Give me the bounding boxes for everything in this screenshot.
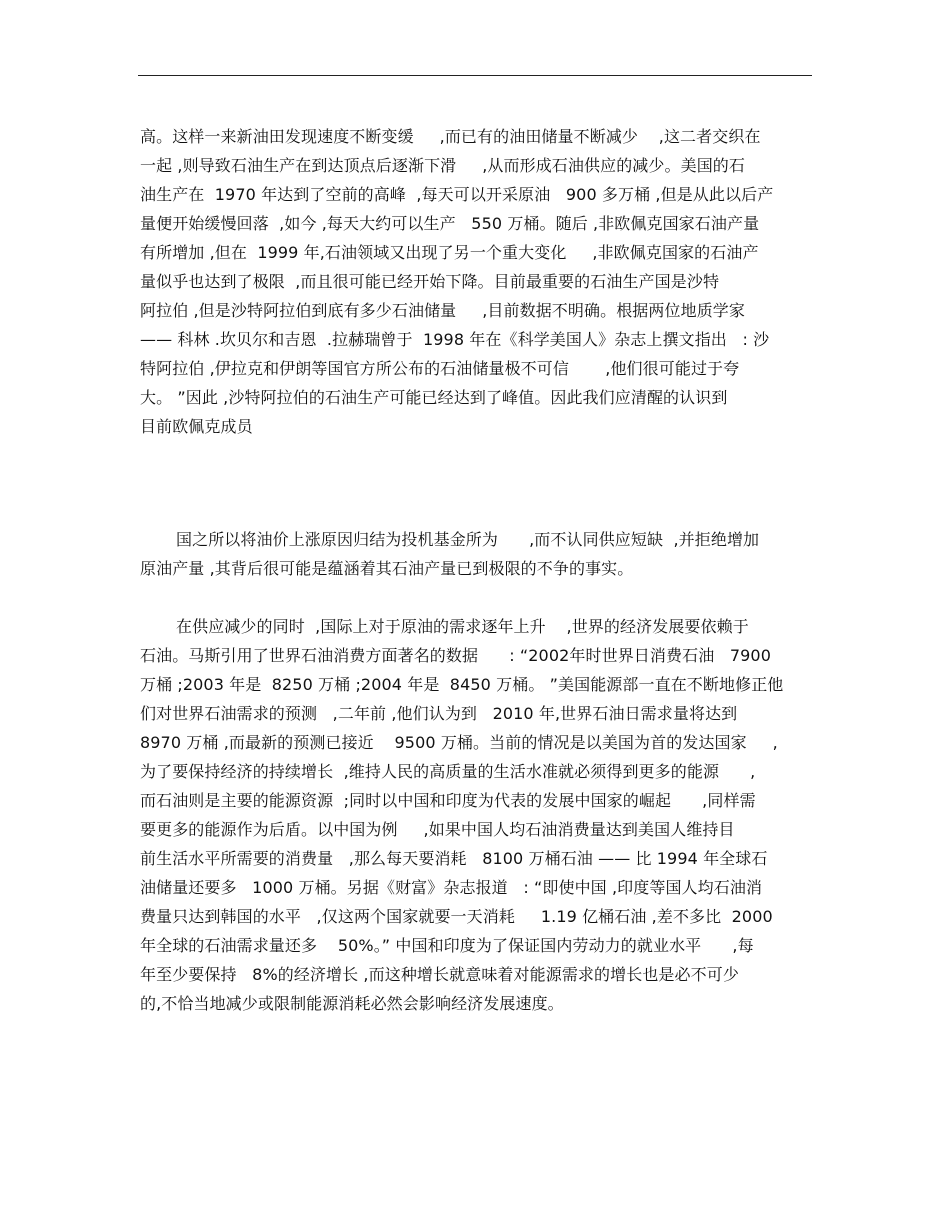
text-line: 年至少要保持 8%的经济增长 ,而这种增长就意味着对能源需求的增长也是必不可少 xyxy=(140,965,739,984)
text-line: 阿拉伯 ,但是沙特阿拉伯到底有多少石油储量 ,目前数据不明确。根据两位地质学家 xyxy=(140,301,745,320)
text-line: 高。这样一来新油田发现速度不断变缓 ,而已有的油田储量不断减少 ,这二者交织在 xyxy=(140,127,761,146)
text-line: 目前欧佩克成员 xyxy=(140,417,253,436)
paragraph-opec-speculation xyxy=(140,525,812,583)
text-line: 有所增加 ,但在 1999 年,石油领域又出现了另一个重大变化 ,非欧佩克国家的石油产 xyxy=(140,243,759,262)
text-line: 为了要保持经济的持续增长 ,维持人民的高质量的生活水准就必须得到更多的能源 , xyxy=(140,762,756,781)
text-line: 国之所以将油价上涨原因归结为投机基金所为 ,而不认同供应短缺 ,并拒绝增加 xyxy=(176,530,760,549)
text-line: 年全球的石油需求量还多 50%。” 中国和印度为了保证国内劳动力的就业水平 ,每 xyxy=(140,936,754,955)
text-line: 万桶 ;2003 年是 8250 万桶 ;2004 年是 8450 万桶。 ”美国能源部一直在不断地修正他 xyxy=(140,675,784,694)
text-line: 原油产量 ,其背后很可能是蕴涵着其石油产量已到极限的不争的事实。 xyxy=(140,559,634,578)
text-line: 而石油则是主要的能源资源 ;同时以中国和印度为代表的发展中国家的崛起 ,同样需 xyxy=(140,791,756,810)
text-line: 石油。马斯引用了世界石油消费方面著名的数据 : “2002年时世界日消费石油 7900 xyxy=(140,646,771,665)
paragraph-oil-supply-peak xyxy=(140,122,812,441)
text-line: 们对世界石油需求的预测 ,二年前 ,他们认为到 2010 年,世界石油日需求量将达到 xyxy=(140,704,738,723)
text-line: 油生产在 1970 年达到了空前的高峰 ,每天可以开采原油 900 多万桶 ,但是从此以后产 xyxy=(140,185,774,204)
header-rule xyxy=(138,75,812,76)
text-line: 的,不恰当地减少或限制能源消耗必然会影响经济发展速度。 xyxy=(140,994,564,1013)
text-line: 量便开始缓慢回落 ,如今 ,每天大约可以生产 550 万桶。随后 ,非欧佩克国家石油产量 xyxy=(140,214,760,233)
text-line: 在供应减少的同时 ,国际上对于原油的需求逐年上升 ,世界的经济发展要依赖于 xyxy=(176,617,749,636)
text-line: 大。 ”因此 ,沙特阿拉伯的石油生产可能已经达到了峰值。因此我们应清醒的认识到 xyxy=(140,388,728,407)
text-line: 量似乎也达到了极限 ,而且很可能已经开始下降。目前最重要的石油生产国是沙特 xyxy=(140,272,720,291)
text-line: 前生活水平所需要的消费量 ,那么每天要消耗 8100 万桶石油 —— 比 1994 年全球石 xyxy=(140,849,768,868)
text-line: —— 科林 .坎贝尔和吉恩 .拉赫瑞曾于 1998 年在《科学美国人》杂志上撰文指出 : 沙 xyxy=(140,330,770,349)
text-line: 8970 万桶 ,而最新的预测已接近 9500 万桶。当前的情况是以美国为首的发达国家 , xyxy=(140,733,778,752)
text-line: 一起 ,则导致石油生产在到达顶点后逐渐下滑 ,从而形成石油供应的减少。美国的石 xyxy=(140,156,745,175)
text-line: 费量只达到韩国的水平 ,仅这两个国家就要一天消耗 1.19 亿桶石油 ,差不多比 2000 xyxy=(140,907,773,926)
text-line: 要更多的能源作为后盾。以中国为例 ,如果中国人均石油消费量达到美国人维持目 xyxy=(140,820,735,839)
text-line: 特阿拉伯 ,伊拉克和伊朗等国官方所公布的石油储量极不可信 ,他们很可能过于夸 xyxy=(140,359,740,378)
paragraph-oil-demand xyxy=(140,612,812,1018)
text-line: 油储量还要多 1000 万桶。另据《财富》杂志报道 : “即使中国 ,印度等国人均石油消 xyxy=(140,878,763,897)
